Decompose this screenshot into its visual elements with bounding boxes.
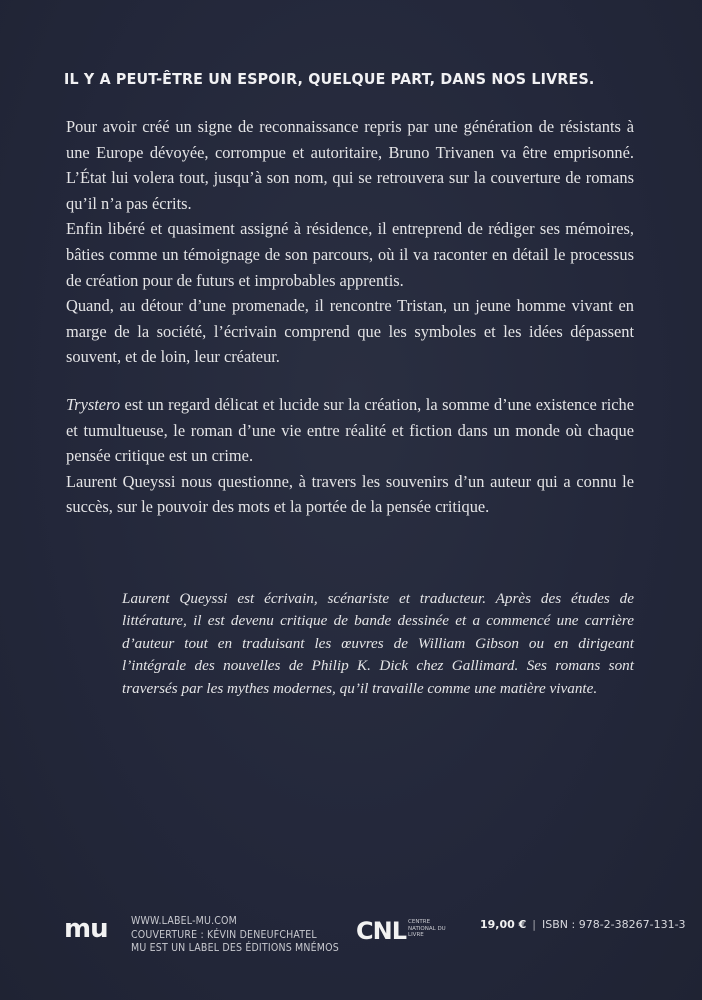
summary-text: est un regard délicat et lucide sur la création, la somme d’une existence riche et tumultueuse, le roman d’une vie entre réalité et fiction dans un monde où chaque pensée critique est un crime. [66, 394, 634, 466]
summary-paragraph-2: Laurent Queyssi nous questionne, à travers les souvenirs d’un auteur qui a connu le succès, sur le pouvoir des mots et la portée de la pensée critique. [66, 471, 634, 517]
cnl-letters: CNL [356, 917, 406, 945]
publisher-info [131, 915, 362, 956]
author-bio: Laurent Queyssi est écrivain, scénariste et traducteur. Après des études de littérature, il est devenu critique de bande dessinée et a commencé une carrière d’auteur tout en traduisant les œuvres de William Gibson ou en dirigeant l’intégrale des nouvelles de Philip K. Dick chez Gallimard. Ses romans sont traversés par les mythes modernes, qu’il travaille comme une matière vivante. [122, 590, 634, 697]
website-link[interactable]: WWW.LABEL-MU.COM [131, 915, 238, 927]
blurb [66, 114, 634, 520]
mu-logo: mu [64, 914, 108, 944]
cover-credit: COUVERTURE : KÉVIN DENEUFCHATEL [131, 928, 317, 941]
label-note: MU EST UN LABEL DES ÉDITIONS MNÉMOS [131, 942, 339, 955]
cnl-logo [356, 917, 446, 951]
isbn: ISBN : 978-2-38267-131-3 [542, 918, 686, 931]
book-title: Trystero [66, 394, 121, 414]
blurb-paragraph: Pour avoir créé un signe de reconnaissance repris par une génération de résistants à une Europe dévoyée, corrompue et autoritaire, Bruno Trivanen va être emprisonné. L’État lui volera tout, jusqu’à son nom, qui se retrouvera sur la couverture de romans qu’il n’a pas écrits. [66, 117, 634, 213]
price: 19,00 € [480, 918, 527, 931]
blurb-paragraph: Enfin libéré et quasiment assigné à résidence, il entreprend de rédiger ses mémoires, bâties comme un témoignage de son parcours, où il va raconter en détail le processus de création pour de futurs et improbables apprentis. [66, 219, 634, 290]
blurb-paragraph: Quand, au détour d’une promenade, il rencontre Tristan, un jeune homme vivant en marge de la société, l’écrivain comprend que les symboles et les idées dépassent souvent, et de loin, leur créateur. [66, 296, 634, 367]
cnl-subtitle: CENTRE NATIONAL DU LIVRE [408, 919, 446, 939]
summary-paragraph [66, 392, 634, 469]
price-isbn [480, 918, 686, 931]
separator: | [532, 918, 536, 931]
tagline: IL Y A PEUT-ÊTRE UN ESPOIR, QUELQUE PART, DANS NOS LIVRES. [64, 70, 595, 88]
